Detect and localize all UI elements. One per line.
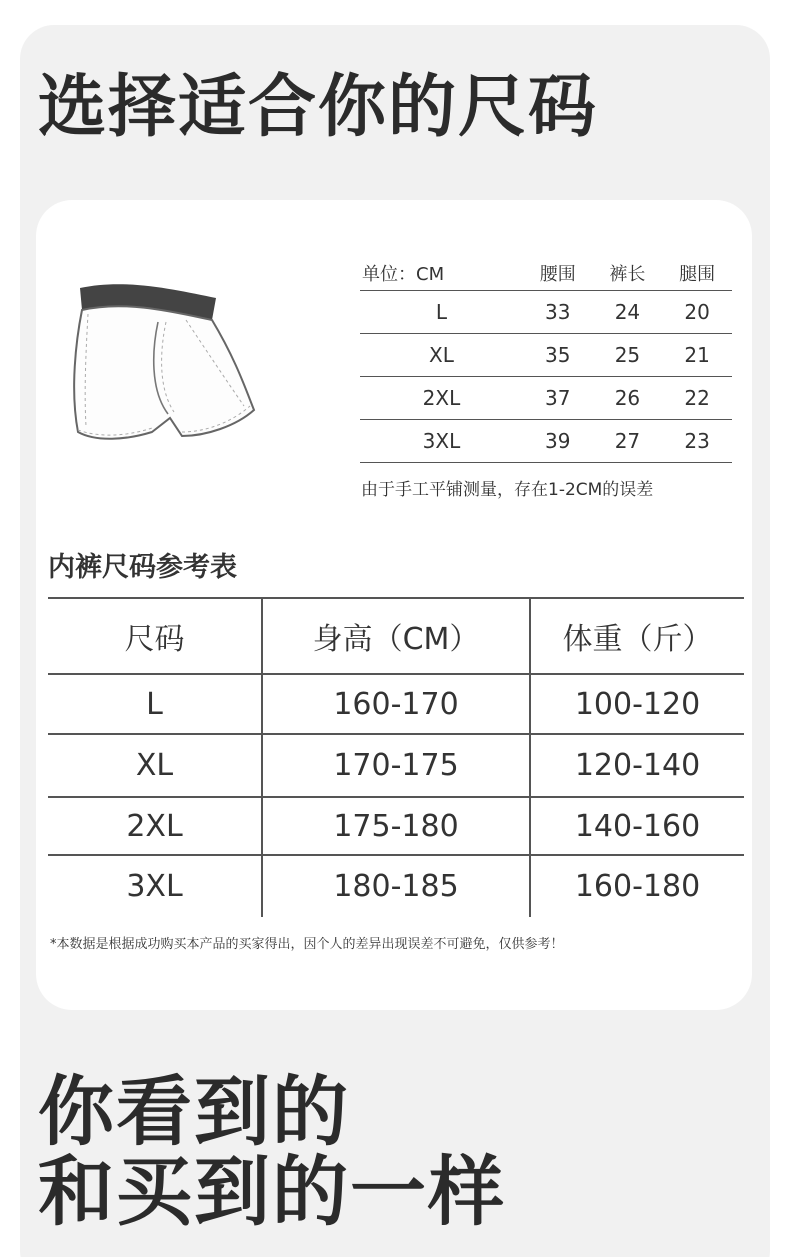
size-cell: XL: [360, 333, 523, 376]
waist-cell: 33: [523, 290, 593, 333]
length-cell: 27: [593, 419, 663, 462]
weight-cell: 120-140: [530, 734, 744, 797]
size-cell: 3XL: [48, 855, 262, 917]
table-row: [360, 419, 732, 462]
waist-cell: 39: [523, 419, 593, 462]
reference-table-heading: 内裤尺码参考表: [48, 552, 237, 583]
weight-cell: 100-120: [530, 674, 744, 734]
length-cell: 25: [593, 333, 663, 376]
reference-header-height: 身高（CM）: [262, 598, 530, 674]
table-row: [360, 333, 732, 376]
size-cell: 3XL: [360, 419, 523, 462]
height-cell: 160-170: [262, 674, 530, 734]
measurement-note: 由于手工平铺测量，存在1-2CM的误差: [361, 480, 654, 500]
leg-cell: 23: [662, 419, 732, 462]
table-row: [48, 797, 744, 855]
leg-cell: 22: [662, 376, 732, 419]
length-cell: 26: [593, 376, 663, 419]
weight-cell: 140-160: [530, 797, 744, 855]
reference-table: [48, 597, 744, 917]
table-row: [360, 376, 732, 419]
size-cell: 2XL: [48, 797, 262, 855]
table-row: [48, 734, 744, 797]
leg-cell: 21: [662, 333, 732, 376]
table-row: [360, 290, 732, 333]
waist-cell: 35: [523, 333, 593, 376]
height-cell: 180-185: [262, 855, 530, 917]
reference-header-weight: 体重（斤）: [530, 598, 744, 674]
measure-table: [360, 256, 732, 463]
length-cell: 24: [593, 290, 663, 333]
size-cell: L: [48, 674, 262, 734]
size-cell: XL: [48, 734, 262, 797]
weight-cell: 160-180: [574, 869, 701, 904]
height-cell: 175-180: [262, 797, 530, 855]
briefs-illustration-icon: [66, 280, 262, 450]
slogan-line-2: 和买到的一样: [38, 1146, 506, 1236]
size-cell: L: [360, 290, 523, 333]
disclaimer-note: *本数据是根据成功购买本产品的买家得出，因个人的差异出现误差不可避免，仅供参考！: [50, 937, 564, 952]
table-row: [48, 674, 744, 734]
slogan: [38, 1067, 506, 1236]
measure-header-length: 裤长: [593, 256, 663, 290]
measure-header-unit: 单位：CM: [360, 256, 523, 290]
reference-header-size: 尺码: [48, 598, 262, 674]
measure-header-waist: 腰围: [523, 256, 593, 290]
slogan-line-1: 你看到的: [38, 1067, 350, 1156]
waist-cell: 37: [523, 376, 593, 419]
size-cell: 2XL: [360, 376, 523, 419]
leg-cell: 20: [662, 290, 732, 333]
measure-header-leg: 腿围: [662, 256, 732, 290]
page-title: 选择适合你的尺码: [38, 68, 599, 147]
height-cell: 170-175: [262, 734, 530, 797]
table-row: [48, 855, 744, 917]
